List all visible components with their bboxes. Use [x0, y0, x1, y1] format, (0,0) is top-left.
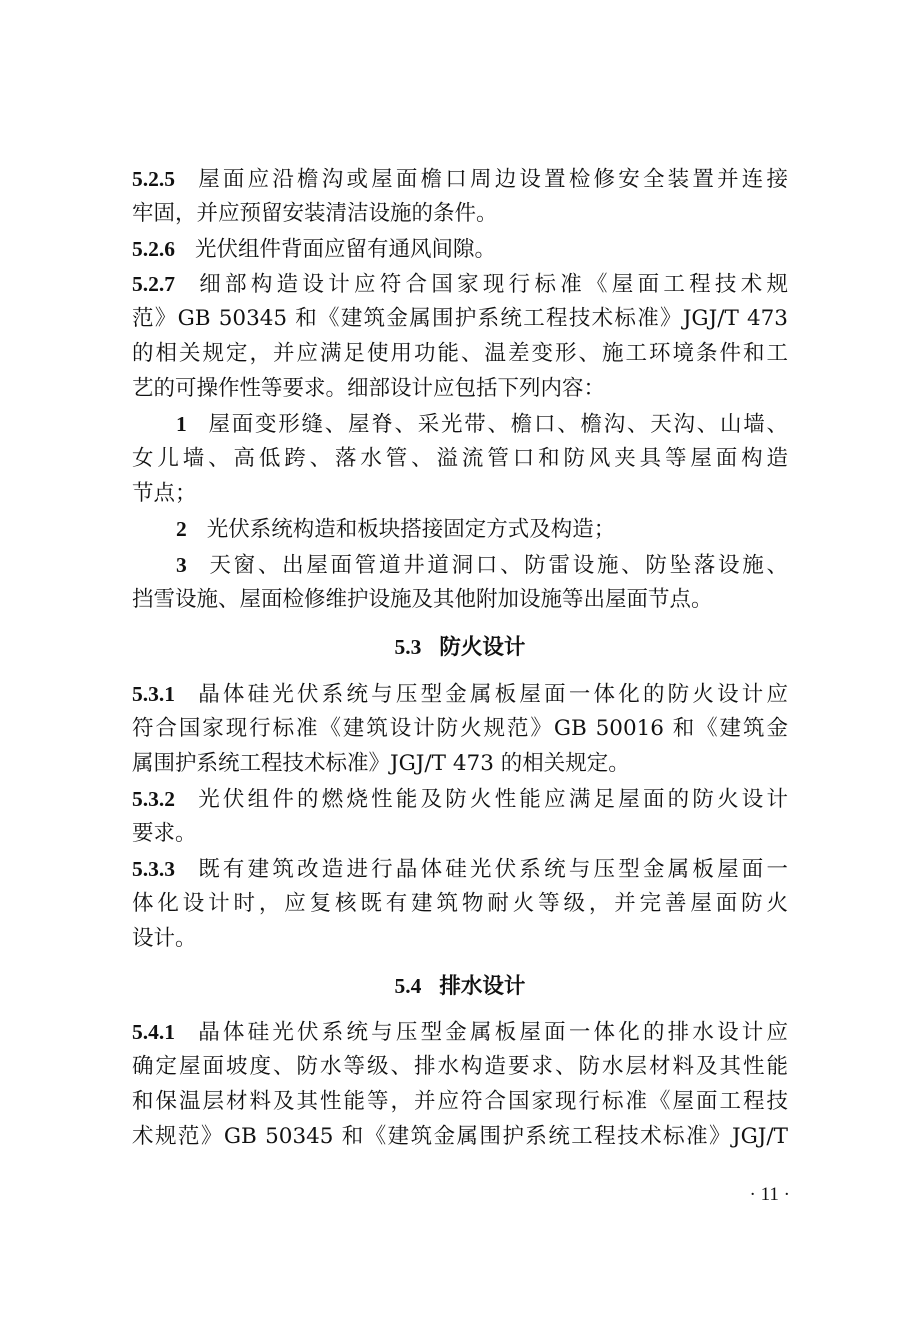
clause-5-3-3-line-3 [132, 921, 788, 957]
clause-5-4-1-line-4 [132, 1119, 788, 1155]
clause-text: 艺的可操作性等要求。细部设计应包括下列内容： [132, 376, 606, 401]
item-text: 女儿墙、高低跨、落水管、溢流管口和防风夹具等屋面构造 [132, 446, 788, 471]
clause-5-2-6-line-1 [132, 231, 788, 267]
clause-5-4-1-line-1 [132, 1014, 788, 1050]
clause-number: 5.2.5 [132, 167, 175, 191]
item-number: 2 [176, 517, 187, 541]
clause-5-2-7-line-2 [132, 301, 788, 337]
clause-5-2-7-line-4 [132, 371, 788, 407]
clause-5-4-1-line-2 [132, 1049, 788, 1085]
clause-text: 要求。 [132, 821, 197, 846]
item-text: 天窗、出屋面管道井道洞口、防雷设施、防坠落设施、 [206, 553, 788, 578]
section-heading-5-4 [0, 968, 920, 1004]
clause-5-2-7-line-3 [132, 336, 788, 372]
clause-5-3-2-line-1 [132, 781, 788, 817]
list-item-1-line-2 [132, 441, 788, 477]
clause-5-3-1-line-1 [132, 676, 788, 712]
clause-5-4-1-line-3 [132, 1084, 788, 1120]
list-item-1-line-1 [176, 406, 788, 442]
section-heading-5-3 [0, 629, 920, 665]
clause-number: 5.2.6 [132, 237, 175, 261]
page-number: · 11 · [749, 1184, 790, 1205]
clause-text: 的相关规定，并应满足使用功能、温差变形、施工环境条件和工 [132, 341, 788, 366]
clause-number: 5.3.1 [132, 682, 175, 706]
clause-text: 术规范》GB 50345 和《建筑金属围护系统工程技术标准》JGJ/T [132, 1124, 788, 1149]
clause-text: 范》GB 50345 和《建筑金属围护系统工程技术标准》JGJ/T 473 [132, 306, 788, 331]
item-text: 挡雪设施、屋面检修维护设施及其他附加设施等出屋面节点。 [132, 587, 713, 612]
section-number: 5.4 [394, 974, 422, 998]
clause-5-2-5-line-2 [132, 196, 788, 232]
clause-number: 5.2.7 [132, 272, 175, 296]
clause-text: 屋面应沿檐沟或屋面檐口周边设置检修安全装置并连接 [195, 167, 788, 192]
clause-text: 光伏组件背面应留有通风间隙。 [195, 237, 497, 262]
list-item-3-line-2 [132, 582, 788, 618]
clause-text: 体化设计时，应复核既有建筑物耐火等级，并完善屋面防火 [132, 891, 788, 916]
clause-5-3-1-line-2 [132, 711, 788, 747]
clause-number: 5.3.2 [132, 787, 175, 811]
clause-5-3-1-line-3 [132, 746, 788, 782]
section-title: 防火设计 [439, 635, 526, 660]
section-title: 排水设计 [439, 974, 526, 999]
clause-5-2-7-line-1 [132, 266, 788, 302]
list-item-3-line-1 [176, 547, 788, 583]
clause-number: 5.4.1 [132, 1020, 175, 1044]
clause-text: 属围护系统工程技术标准》JGJ/T 473 的相关规定。 [132, 751, 630, 776]
item-text: 光伏系统构造和板块搭接固定方式及构造； [206, 517, 616, 542]
item-number: 1 [176, 412, 187, 436]
clause-5-3-3-line-2 [132, 886, 788, 922]
clause-text: 晶体硅光伏系统与压型金属板屋面一体化的防火设计应 [195, 682, 788, 707]
clause-number: 5.3.3 [132, 857, 175, 881]
clause-text: 细部构造设计应符合国家现行标准《屋面工程技术规 [195, 272, 788, 297]
section-number: 5.3 [394, 635, 422, 659]
clause-text: 光伏组件的燃烧性能及防火性能应满足屋面的防火设计 [195, 787, 788, 812]
clause-text: 晶体硅光伏系统与压型金属板屋面一体化的排水设计应 [195, 1020, 788, 1045]
clause-5-3-3-line-1 [132, 851, 788, 887]
clause-text: 和保温层材料及其性能等，并应符合国家现行标准《屋面工程技 [132, 1089, 788, 1114]
clause-5-3-2-line-2 [132, 816, 788, 852]
list-item-2-line-1 [176, 511, 788, 547]
item-text: 屋面变形缝、屋脊、采光带、檐口、檐沟、天沟、山墙、 [206, 412, 788, 437]
clause-text: 符合国家现行标准《建筑设计防火规范》GB 50016 和《建筑金 [132, 716, 788, 741]
list-item-1-line-3 [132, 476, 788, 512]
clause-text: 设计。 [132, 926, 197, 951]
clause-text: 既有建筑改造进行晶体硅光伏系统与压型金属板屋面一 [195, 857, 788, 882]
item-number: 3 [176, 553, 187, 577]
clause-text: 牢固，并应预留安装清洁设施的条件。 [132, 201, 498, 226]
clause-text: 确定屋面坡度、防水等级、排水构造要求、防水层材料及其性能 [132, 1054, 788, 1079]
item-text: 节点； [132, 481, 197, 506]
clause-5-2-5-line-1 [132, 161, 788, 197]
